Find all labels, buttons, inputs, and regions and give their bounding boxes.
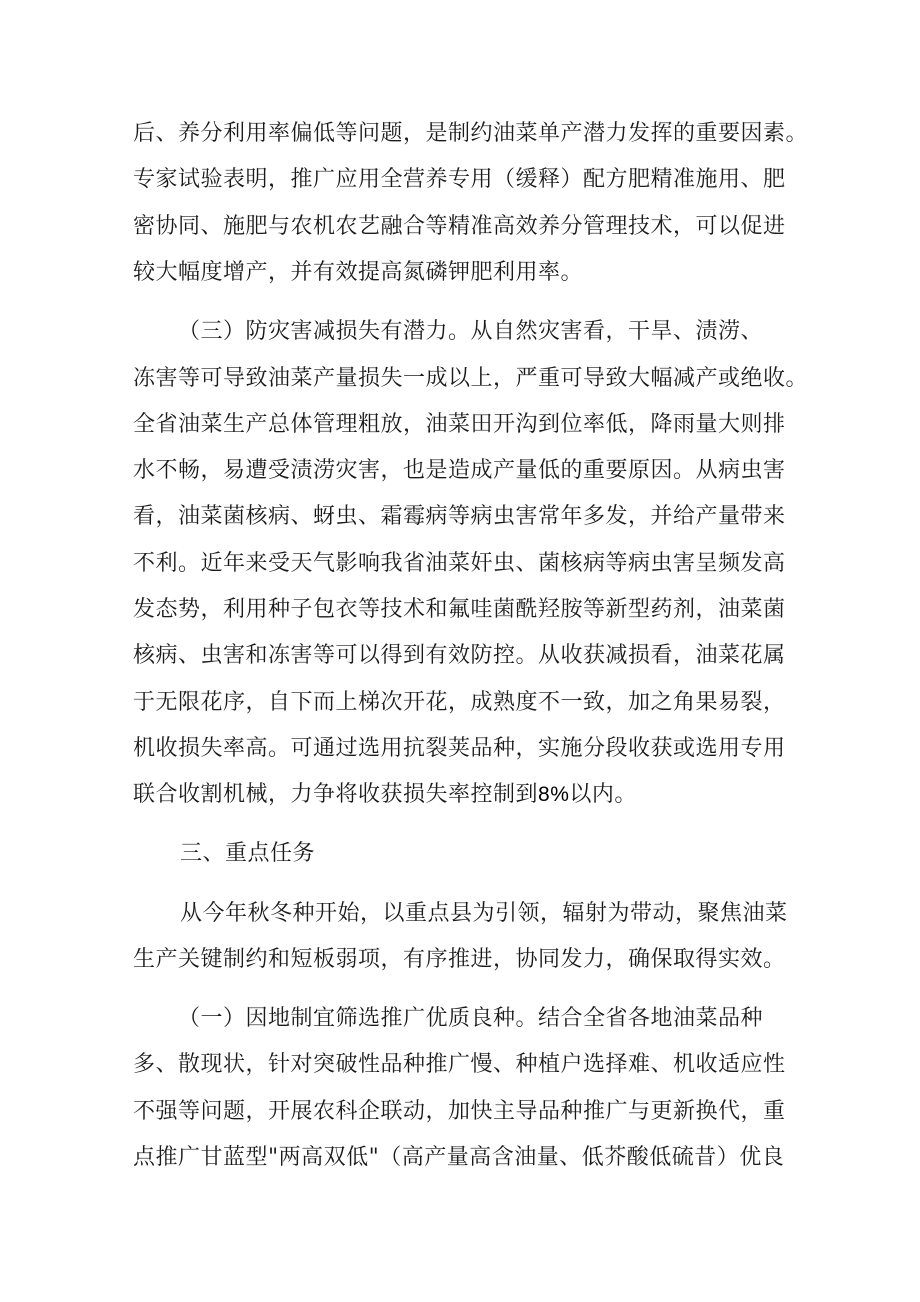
paragraph-line: 机收损失率高。可通过选用抗裂荚品种，实施分段收获或选用专用 [133, 736, 786, 761]
paragraph-line: 冻害等可导致油菜产量损失一成以上，严重可导致大幅减产或绝收。 [133, 366, 809, 391]
paragraph-line: 于无限花序，自下而上梯次开花，成熟度不一致，加之角果易裂， [133, 690, 786, 715]
subsection-heading-1: （一）因地制宜筛选推广优质良种。结合全省各地油菜品种 [178, 1006, 764, 1031]
section-heading-3: （三）防灾害减损失有潜力。从自然灾害看，干旱、渍涝、 [178, 319, 764, 344]
paragraph-line: 后、养分利用率偏低等问题，是制约油菜单产潜力发挥的重要因素。 [133, 121, 809, 146]
paragraph-line: 水不畅，易遭受渍涝灾害，也是造成产量低的重要原因。从病虫害 [133, 458, 786, 483]
paragraph-line: 专家试验表明，推广应用全营养专用（缓释）配方肥精准施用、肥 [133, 167, 786, 192]
paragraph-line: 点推广甘蓝型"两高双低"（高产量高含油量、低芥酸低硫昔）优良 [133, 1145, 785, 1170]
paragraph-line: 生产关键制约和短板弱项，有序推进，协同发力，确保取得实效。 [133, 947, 786, 972]
percentage-value: 8% [538, 783, 570, 806]
paragraph-line: 不强等问题，开展农科企联动，加快主导品种推广与更新换代，重 [133, 1099, 786, 1124]
line-text: 联合收割机械，力争将收获损失率控制到 [133, 782, 539, 807]
paragraph-line: 多、散现状，针对突破性品种推广慢、种植户选择难、机收适应性 [133, 1052, 786, 1077]
paragraph-line: 全省油菜生产总体管理粗放，油菜田开沟到位率低，降雨量大则排 [133, 412, 786, 437]
paragraph-line: 不利。近年来受天气影响我省油菜奸虫、菌核病等病虫害呈频发高 [133, 551, 786, 576]
paragraph-line: 从今年秋冬种开始，以重点县为引领，辐射为带动，聚焦油菜 [180, 901, 788, 926]
paragraph-line: 看，油菜菌核病、蚜虫、霜霉病等病虫害常年多发，并给产量带来 [133, 504, 786, 529]
section-heading: 三、重点任务 [180, 841, 316, 866]
paragraph-line [133, 780, 637, 810]
paragraph-line: 密协同、施肥与农机农艺融合等精准高效养分管理技术，可以促进 [133, 214, 786, 239]
line-text: 以内。 [569, 782, 637, 807]
paragraph-line: 发态势，利用种子包衣等技术和氟哇菌酰羟胺等新型药剂，油菜菌 [133, 597, 786, 622]
paragraph-line: 核病、虫害和冻害等可以得到有效防控。从收获减损看，油菜花属 [133, 643, 786, 668]
paragraph-line: 较大幅度增产，并有效提高氮磷钾肥利用率。 [133, 260, 584, 285]
